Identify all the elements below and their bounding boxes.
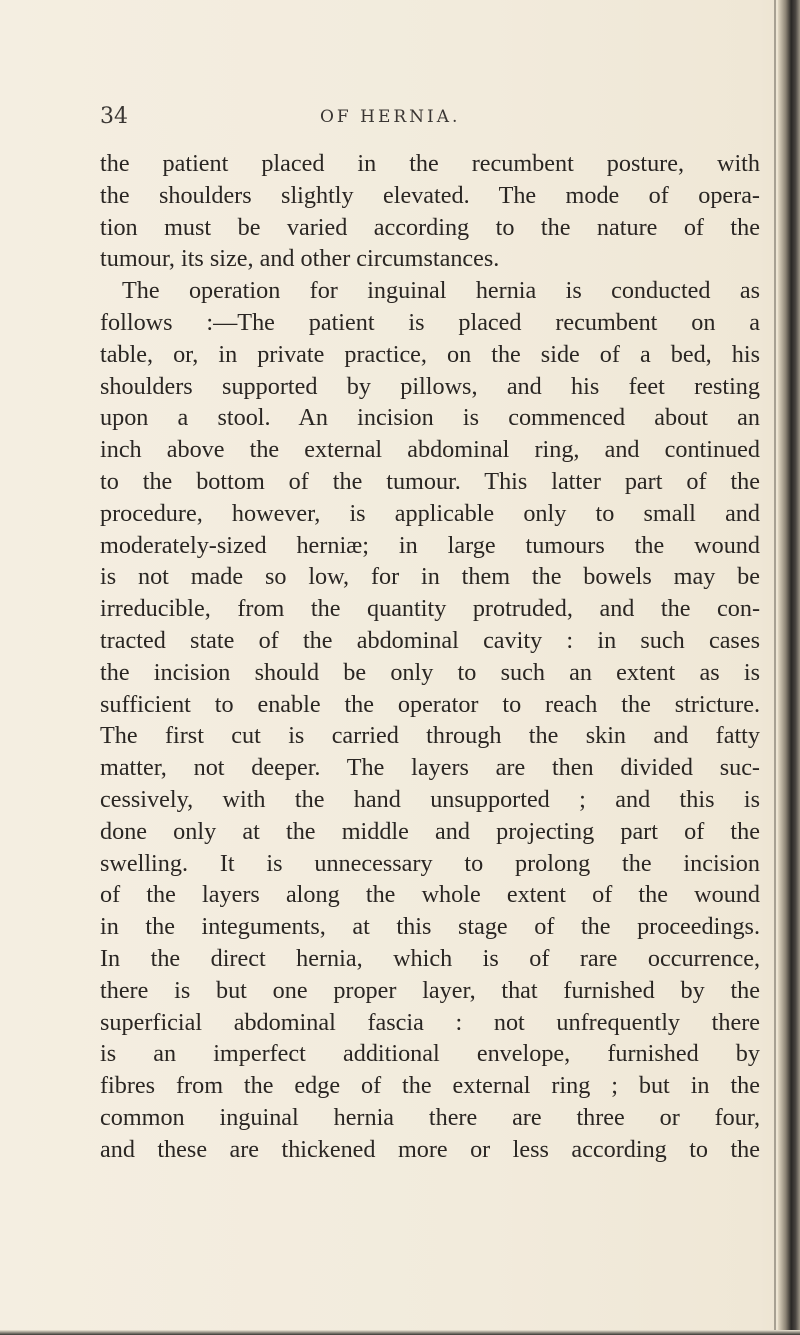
text-line: The first cut is carried through the skin and fatty (100, 722, 760, 750)
text-line: the shoulders slightly elevated. The mode of opera- (100, 181, 760, 209)
text-line: cessively, with the hand unsupported ; and this is (100, 785, 760, 813)
running-title: OF HERNIA. (320, 107, 461, 127)
text-line: upon a stool. An incision is commenced about an (100, 404, 760, 432)
text-line: of the layers along the whole extent of the wound (100, 881, 760, 909)
page-header (100, 98, 760, 138)
text-line: irreducible, from the quantity protruded, and the con- (100, 595, 760, 623)
text-line: fibres from the edge of the external ring ; but in the (100, 1072, 760, 1100)
text-line: tion must be varied according to the nature of the (100, 213, 760, 241)
text-line: procedure, however, is applicable only to small and (100, 499, 760, 527)
text-line: matter, not deeper. The layers are then divided suc- (100, 754, 760, 782)
text-line: superficial abdominal fascia : not unfrequently there (100, 1008, 760, 1036)
text-line: done only at the middle and projecting part of the (100, 817, 760, 845)
page-number: 34 (100, 104, 128, 129)
text-line: is an imperfect additional envelope, furnished by (100, 1040, 760, 1068)
text-line: In the direct hernia, which is of rare occurrence, (100, 944, 760, 972)
text-line: tumour, its size, and other circumstances. (100, 245, 500, 273)
text-line: is not made so low, for in them the bowels may be (100, 563, 760, 591)
text-line: and these are thickened more or less according to the (100, 1135, 760, 1163)
body-text (100, 148, 760, 1166)
text-line: tracted state of the abdominal cavity : in such cases (100, 626, 760, 654)
page-bottom-edge (0, 1330, 800, 1335)
book-binding-edge (778, 0, 800, 1335)
text-line: to the bottom of the tumour. This latter part of the (100, 467, 760, 495)
text-line: common inguinal hernia there are three or four, (100, 1103, 760, 1131)
text-line: there is but one proper layer, that furnished by the (100, 976, 760, 1004)
binding-shadow-line (774, 0, 776, 1335)
text-line: shoulders supported by pillows, and his feet resting (100, 372, 760, 400)
text-line: follows :—The patient is placed recumbent on a (100, 308, 760, 336)
text-line: The operation for inguinal hernia is conducted as (122, 277, 760, 305)
text-line: the patient placed in the recumbent posture, with (100, 150, 760, 177)
text-line: inch above the external abdominal ring, and continued (100, 436, 760, 464)
text-line: sufficient to enable the operator to reach the stricture. (100, 690, 760, 718)
text-line: moderately-sized herniæ; in large tumours the wound (100, 531, 760, 559)
text-line: table, or, in private practice, on the side of a bed, his (100, 340, 760, 368)
text-line: in the integuments, at this stage of the proceedings. (100, 913, 760, 941)
text-line: swelling. It is unnecessary to prolong the incision (100, 849, 760, 877)
text-line: the incision should be only to such an extent as is (100, 658, 760, 686)
